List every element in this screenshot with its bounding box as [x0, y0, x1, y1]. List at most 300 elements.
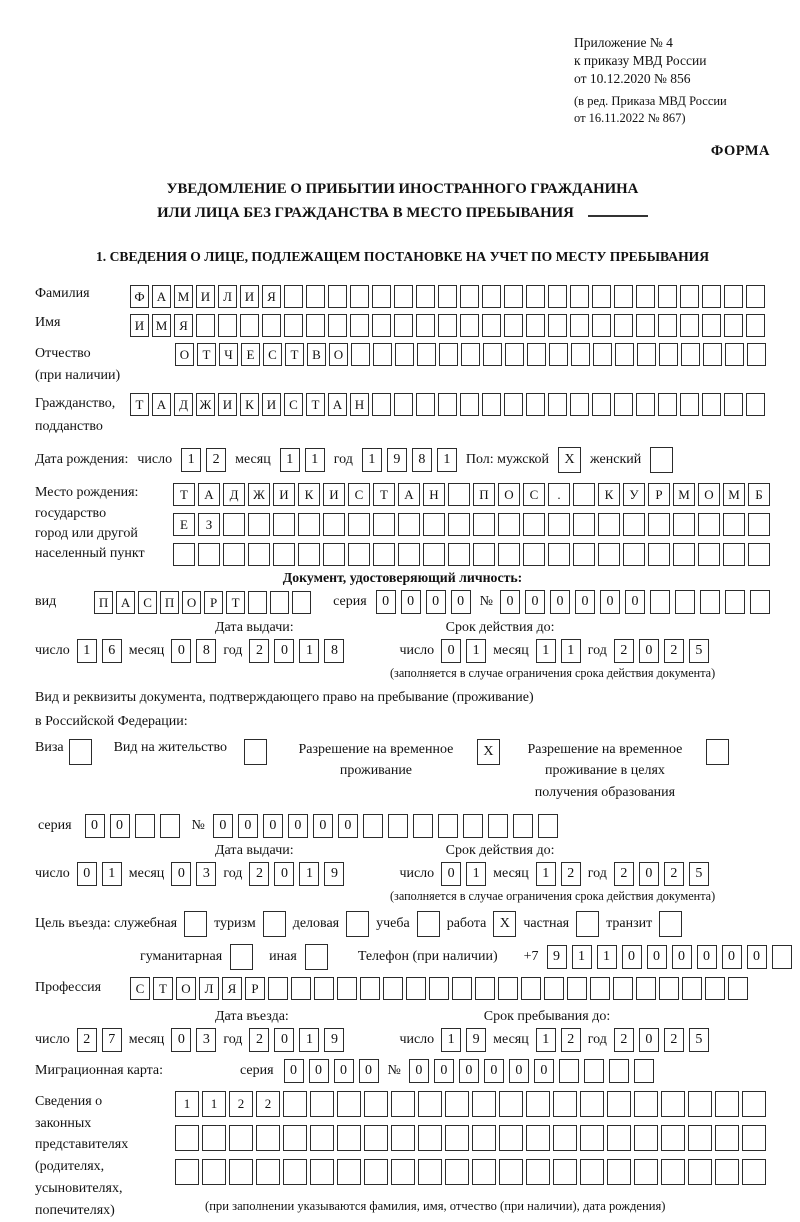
form-cell[interactable]: [598, 543, 620, 566]
form-cell[interactable]: 6: [102, 639, 122, 663]
form-cell[interactable]: 0: [525, 590, 545, 614]
form-cell[interactable]: [614, 285, 633, 308]
form-cell[interactable]: 0: [550, 590, 570, 614]
form-cell[interactable]: 0: [274, 862, 294, 886]
form-cell[interactable]: [395, 343, 414, 366]
form-cell[interactable]: [673, 513, 695, 536]
form-cell[interactable]: [623, 513, 645, 536]
form-cell[interactable]: [488, 814, 508, 838]
form-cell[interactable]: 5: [689, 639, 709, 663]
form-cell[interactable]: [473, 513, 495, 536]
form-cell[interactable]: 2: [256, 1091, 280, 1117]
form-cell[interactable]: [328, 285, 347, 308]
form-cell[interactable]: [698, 513, 720, 536]
form-cell[interactable]: И: [273, 483, 295, 506]
form-cell[interactable]: А: [398, 483, 420, 506]
form-cell[interactable]: А: [152, 393, 171, 416]
form-cell[interactable]: 7: [102, 1028, 122, 1052]
form-cell[interactable]: 9: [324, 862, 344, 886]
form-cell[interactable]: 8: [196, 639, 216, 663]
form-cell[interactable]: [298, 513, 320, 536]
form-cell[interactable]: Т: [197, 343, 216, 366]
form-cell[interactable]: [283, 1125, 307, 1151]
form-cell[interactable]: [346, 911, 369, 937]
form-cell[interactable]: А: [116, 591, 135, 614]
form-cell[interactable]: Р: [204, 591, 223, 614]
form-cell[interactable]: 1: [77, 639, 97, 663]
form-cell[interactable]: 0: [85, 814, 105, 838]
form-cell[interactable]: [160, 814, 180, 838]
form-cell[interactable]: А: [328, 393, 347, 416]
form-cell[interactable]: [417, 343, 436, 366]
form-cell[interactable]: [680, 314, 699, 337]
form-cell[interactable]: [634, 1125, 658, 1151]
form-cell[interactable]: И: [323, 483, 345, 506]
form-cell[interactable]: [570, 285, 589, 308]
form-cell[interactable]: 0: [451, 590, 471, 614]
form-cell[interactable]: 1: [175, 1091, 199, 1117]
form-cell[interactable]: 0: [338, 814, 358, 838]
form-cell[interactable]: [391, 1125, 415, 1151]
form-cell[interactable]: [580, 1091, 604, 1117]
form-cell[interactable]: [483, 343, 502, 366]
form-cell[interactable]: [413, 814, 433, 838]
form-cell[interactable]: С: [284, 393, 303, 416]
form-cell[interactable]: [218, 314, 237, 337]
form-cell[interactable]: [548, 314, 567, 337]
form-cell[interactable]: [248, 513, 270, 536]
form-cell[interactable]: 0: [639, 862, 659, 886]
form-cell[interactable]: [175, 1125, 199, 1151]
form-cell[interactable]: [417, 911, 440, 937]
form-cell[interactable]: [314, 977, 334, 1000]
form-cell[interactable]: [337, 1091, 361, 1117]
form-cell[interactable]: 1: [561, 639, 581, 663]
form-cell[interactable]: 0: [110, 814, 130, 838]
form-cell[interactable]: 0: [639, 1028, 659, 1052]
form-cell[interactable]: 0: [376, 590, 396, 614]
form-cell[interactable]: 0: [575, 590, 595, 614]
form-cell[interactable]: 0: [238, 814, 258, 838]
form-cell[interactable]: Е: [173, 513, 195, 536]
form-cell[interactable]: В: [307, 343, 326, 366]
form-cell[interactable]: 0: [434, 1059, 454, 1083]
form-cell[interactable]: Д: [174, 393, 193, 416]
form-cell[interactable]: Ч: [219, 343, 238, 366]
form-cell[interactable]: [350, 314, 369, 337]
form-cell[interactable]: [688, 1125, 712, 1151]
form-cell[interactable]: 5: [689, 862, 709, 886]
form-cell[interactable]: 0: [625, 590, 645, 614]
form-cell[interactable]: [650, 447, 673, 473]
form-cell[interactable]: [702, 314, 721, 337]
form-cell[interactable]: П: [94, 591, 113, 614]
form-cell[interactable]: [661, 1091, 685, 1117]
form-cell[interactable]: 0: [500, 590, 520, 614]
form-cell[interactable]: [549, 343, 568, 366]
form-cell[interactable]: [363, 814, 383, 838]
form-cell[interactable]: Р: [245, 977, 265, 1000]
form-cell[interactable]: [648, 513, 670, 536]
form-cell[interactable]: [746, 393, 765, 416]
form-cell[interactable]: Д: [223, 483, 245, 506]
form-cell[interactable]: [748, 513, 770, 536]
form-cell[interactable]: 8: [324, 639, 344, 663]
form-cell[interactable]: [475, 977, 495, 1000]
form-cell[interactable]: [348, 513, 370, 536]
form-cell[interactable]: [650, 590, 670, 614]
form-cell[interactable]: 0: [672, 945, 692, 969]
form-cell[interactable]: [388, 814, 408, 838]
form-cell[interactable]: 9: [324, 1028, 344, 1052]
form-cell[interactable]: [724, 393, 743, 416]
form-cell[interactable]: [682, 977, 702, 1000]
form-cell[interactable]: [364, 1125, 388, 1151]
form-cell[interactable]: [418, 1125, 442, 1151]
form-cell[interactable]: Е: [241, 343, 260, 366]
form-cell[interactable]: И: [196, 285, 215, 308]
form-cell[interactable]: [498, 513, 520, 536]
form-cell[interactable]: [526, 285, 545, 308]
form-cell[interactable]: [570, 393, 589, 416]
form-cell[interactable]: [262, 314, 281, 337]
form-cell[interactable]: 0: [284, 1059, 304, 1083]
form-cell[interactable]: Ж: [248, 483, 270, 506]
form-cell[interactable]: 2: [561, 862, 581, 886]
form-cell[interactable]: [675, 590, 695, 614]
form-cell[interactable]: [698, 543, 720, 566]
form-cell[interactable]: [360, 977, 380, 1000]
form-cell[interactable]: [418, 1091, 442, 1117]
form-cell[interactable]: [310, 1125, 334, 1151]
form-cell[interactable]: [526, 1091, 550, 1117]
form-cell[interactable]: [527, 343, 546, 366]
form-cell[interactable]: [702, 285, 721, 308]
form-cell[interactable]: [223, 513, 245, 536]
form-cell[interactable]: 0: [441, 639, 461, 663]
form-cell[interactable]: [499, 1125, 523, 1151]
form-cell[interactable]: [256, 1125, 280, 1151]
form-cell[interactable]: [499, 1091, 523, 1117]
form-cell[interactable]: 2: [664, 862, 684, 886]
form-cell[interactable]: [746, 314, 765, 337]
form-cell[interactable]: [482, 314, 501, 337]
form-cell[interactable]: К: [598, 483, 620, 506]
form-cell[interactable]: [135, 814, 155, 838]
form-cell[interactable]: [609, 1059, 629, 1083]
form-cell[interactable]: [439, 343, 458, 366]
form-cell[interactable]: [592, 314, 611, 337]
form-cell[interactable]: [391, 1091, 415, 1117]
form-cell[interactable]: 0: [722, 945, 742, 969]
form-cell[interactable]: 0: [647, 945, 667, 969]
form-cell[interactable]: [460, 285, 479, 308]
form-cell[interactable]: [658, 393, 677, 416]
form-cell[interactable]: 9: [547, 945, 567, 969]
form-cell[interactable]: [283, 1091, 307, 1117]
form-cell[interactable]: Л: [218, 285, 237, 308]
form-cell[interactable]: [348, 543, 370, 566]
form-cell[interactable]: [688, 1091, 712, 1117]
form-cell[interactable]: [337, 977, 357, 1000]
form-cell[interactable]: Т: [173, 483, 195, 506]
form-cell[interactable]: 1: [181, 448, 201, 472]
form-cell[interactable]: [229, 1125, 253, 1151]
form-cell[interactable]: П: [160, 591, 179, 614]
form-cell[interactable]: 1: [362, 448, 382, 472]
form-cell[interactable]: 2: [664, 639, 684, 663]
form-cell[interactable]: К: [298, 483, 320, 506]
form-cell[interactable]: [658, 314, 677, 337]
form-cell[interactable]: [461, 343, 480, 366]
form-cell[interactable]: [573, 483, 595, 506]
form-cell[interactable]: [700, 590, 720, 614]
form-cell[interactable]: [504, 314, 523, 337]
form-cell[interactable]: [248, 591, 267, 614]
form-cell[interactable]: 2: [561, 1028, 581, 1052]
form-cell[interactable]: [504, 393, 523, 416]
form-cell[interactable]: [429, 977, 449, 1000]
form-cell[interactable]: 0: [213, 814, 233, 838]
form-cell[interactable]: [504, 285, 523, 308]
form-cell[interactable]: [472, 1091, 496, 1117]
form-cell[interactable]: [240, 314, 259, 337]
form-cell[interactable]: [593, 343, 612, 366]
form-cell[interactable]: [372, 285, 391, 308]
form-cell[interactable]: О: [182, 591, 201, 614]
form-cell[interactable]: [291, 977, 311, 1000]
form-cell[interactable]: [636, 285, 655, 308]
form-cell[interactable]: [398, 513, 420, 536]
form-cell[interactable]: Т: [226, 591, 245, 614]
form-cell[interactable]: 5: [689, 1028, 709, 1052]
form-cell[interactable]: М: [723, 483, 745, 506]
form-cell[interactable]: [706, 739, 729, 765]
form-cell[interactable]: [223, 543, 245, 566]
form-cell[interactable]: Я: [262, 285, 281, 308]
form-cell[interactable]: [284, 314, 303, 337]
form-cell[interactable]: [681, 343, 700, 366]
form-cell[interactable]: 1: [536, 1028, 556, 1052]
form-cell[interactable]: [725, 590, 745, 614]
form-cell[interactable]: [328, 314, 347, 337]
form-cell[interactable]: 0: [313, 814, 333, 838]
form-cell[interactable]: [747, 343, 766, 366]
form-cell[interactable]: 0: [171, 639, 191, 663]
form-cell[interactable]: [614, 393, 633, 416]
form-cell[interactable]: 0: [359, 1059, 379, 1083]
form-cell[interactable]: [448, 513, 470, 536]
form-cell[interactable]: С: [348, 483, 370, 506]
form-cell[interactable]: [292, 591, 311, 614]
form-cell[interactable]: 0: [639, 639, 659, 663]
form-cell[interactable]: 0: [747, 945, 767, 969]
form-cell[interactable]: [724, 314, 743, 337]
form-cell[interactable]: 0: [263, 814, 283, 838]
form-cell[interactable]: [590, 977, 610, 1000]
form-cell[interactable]: [742, 1125, 766, 1151]
form-cell[interactable]: [184, 911, 207, 937]
form-cell[interactable]: [526, 1125, 550, 1151]
form-cell[interactable]: [305, 944, 328, 970]
form-cell[interactable]: [548, 285, 567, 308]
form-cell[interactable]: [636, 314, 655, 337]
form-cell[interactable]: 0: [77, 862, 97, 886]
form-cell[interactable]: Н: [423, 483, 445, 506]
form-cell[interactable]: Р: [648, 483, 670, 506]
form-cell[interactable]: И: [240, 285, 259, 308]
form-cell[interactable]: 1: [299, 639, 319, 663]
form-cell[interactable]: 1: [441, 1028, 461, 1052]
form-cell[interactable]: [538, 814, 558, 838]
form-cell[interactable]: [463, 814, 483, 838]
form-cell[interactable]: [248, 543, 270, 566]
form-cell[interactable]: [526, 393, 545, 416]
form-cell[interactable]: [613, 977, 633, 1000]
form-cell[interactable]: 1: [299, 862, 319, 886]
form-cell[interactable]: [661, 1125, 685, 1151]
form-cell[interactable]: М: [174, 285, 193, 308]
form-cell[interactable]: 2: [249, 862, 269, 886]
form-cell[interactable]: О: [698, 483, 720, 506]
form-cell[interactable]: О: [175, 343, 194, 366]
form-cell[interactable]: 1: [280, 448, 300, 472]
form-cell[interactable]: [584, 1059, 604, 1083]
form-cell[interactable]: 0: [600, 590, 620, 614]
form-cell[interactable]: [637, 343, 656, 366]
form-cell[interactable]: [438, 285, 457, 308]
form-cell[interactable]: [772, 945, 792, 969]
form-cell[interactable]: [351, 343, 370, 366]
form-cell[interactable]: [364, 1091, 388, 1117]
form-cell[interactable]: О: [176, 977, 196, 1000]
form-cell[interactable]: [559, 1059, 579, 1083]
form-cell[interactable]: [553, 1091, 577, 1117]
form-cell[interactable]: 9: [466, 1028, 486, 1052]
form-cell[interactable]: [623, 543, 645, 566]
form-cell[interactable]: [505, 343, 524, 366]
form-cell[interactable]: О: [498, 483, 520, 506]
form-cell[interactable]: 1: [299, 1028, 319, 1052]
form-cell[interactable]: 2: [77, 1028, 97, 1052]
form-cell[interactable]: [498, 543, 520, 566]
form-cell[interactable]: 2: [206, 448, 226, 472]
form-cell[interactable]: 3: [196, 1028, 216, 1052]
form-cell[interactable]: Т: [130, 393, 149, 416]
form-cell[interactable]: С: [263, 343, 282, 366]
form-cell[interactable]: 0: [274, 639, 294, 663]
form-cell[interactable]: [482, 285, 501, 308]
form-cell[interactable]: [337, 1125, 361, 1151]
form-cell[interactable]: Т: [285, 343, 304, 366]
form-cell[interactable]: [268, 977, 288, 1000]
form-cell[interactable]: 3: [196, 862, 216, 886]
form-cell[interactable]: Я: [222, 977, 242, 1000]
form-cell[interactable]: [523, 543, 545, 566]
form-cell[interactable]: [746, 285, 765, 308]
form-cell[interactable]: 0: [426, 590, 446, 614]
form-cell[interactable]: 0: [484, 1059, 504, 1083]
form-cell[interactable]: 1: [597, 945, 617, 969]
form-cell[interactable]: [636, 977, 656, 1000]
form-cell[interactable]: [580, 1125, 604, 1151]
form-cell[interactable]: 1: [437, 448, 457, 472]
form-cell[interactable]: И: [218, 393, 237, 416]
form-cell[interactable]: [634, 1091, 658, 1117]
form-cell[interactable]: [513, 814, 533, 838]
form-cell[interactable]: [372, 314, 391, 337]
form-cell[interactable]: [548, 543, 570, 566]
form-cell[interactable]: [284, 285, 303, 308]
form-cell[interactable]: [614, 314, 633, 337]
form-cell[interactable]: [742, 1091, 766, 1117]
form-cell[interactable]: [460, 393, 479, 416]
form-cell[interactable]: [323, 543, 345, 566]
form-cell[interactable]: [350, 285, 369, 308]
form-cell[interactable]: [416, 393, 435, 416]
form-cell[interactable]: [373, 343, 392, 366]
form-cell[interactable]: [445, 1091, 469, 1117]
form-cell[interactable]: [202, 1125, 226, 1151]
form-cell[interactable]: [573, 513, 595, 536]
form-cell[interactable]: [198, 543, 220, 566]
form-cell[interactable]: [310, 1091, 334, 1117]
form-cell[interactable]: И: [262, 393, 281, 416]
form-cell[interactable]: [306, 285, 325, 308]
form-cell[interactable]: [394, 393, 413, 416]
form-cell[interactable]: [523, 513, 545, 536]
form-cell[interactable]: 2: [249, 1028, 269, 1052]
form-cell[interactable]: К: [240, 393, 259, 416]
form-cell[interactable]: [394, 285, 413, 308]
form-cell[interactable]: 0: [334, 1059, 354, 1083]
form-cell[interactable]: С: [523, 483, 545, 506]
form-cell[interactable]: [673, 543, 695, 566]
form-cell[interactable]: Т: [306, 393, 325, 416]
form-cell[interactable]: [69, 739, 92, 765]
form-cell[interactable]: [636, 393, 655, 416]
form-cell[interactable]: [423, 513, 445, 536]
form-cell[interactable]: [680, 393, 699, 416]
form-cell[interactable]: [452, 977, 472, 1000]
form-cell[interactable]: 0: [309, 1059, 329, 1083]
form-cell[interactable]: 1: [536, 862, 556, 886]
form-cell[interactable]: [659, 977, 679, 1000]
form-cell[interactable]: [438, 314, 457, 337]
form-cell[interactable]: [659, 343, 678, 366]
form-cell[interactable]: [598, 513, 620, 536]
form-cell[interactable]: 8: [412, 448, 432, 472]
form-cell[interactable]: 1: [466, 862, 486, 886]
form-cell[interactable]: [273, 543, 295, 566]
form-cell[interactable]: 1: [202, 1091, 226, 1117]
form-cell[interactable]: X: [558, 447, 581, 473]
form-cell[interactable]: 1: [572, 945, 592, 969]
form-cell[interactable]: [548, 513, 570, 536]
form-cell[interactable]: 0: [171, 862, 191, 886]
form-cell[interactable]: [680, 285, 699, 308]
form-cell[interactable]: О: [329, 343, 348, 366]
form-cell[interactable]: [702, 393, 721, 416]
form-cell[interactable]: Ж: [196, 393, 215, 416]
form-cell[interactable]: [703, 343, 722, 366]
form-cell[interactable]: [750, 590, 770, 614]
form-cell[interactable]: [448, 543, 470, 566]
form-cell[interactable]: А: [152, 285, 171, 308]
form-cell[interactable]: [244, 739, 267, 765]
form-cell[interactable]: [715, 1091, 739, 1117]
form-cell[interactable]: [438, 393, 457, 416]
